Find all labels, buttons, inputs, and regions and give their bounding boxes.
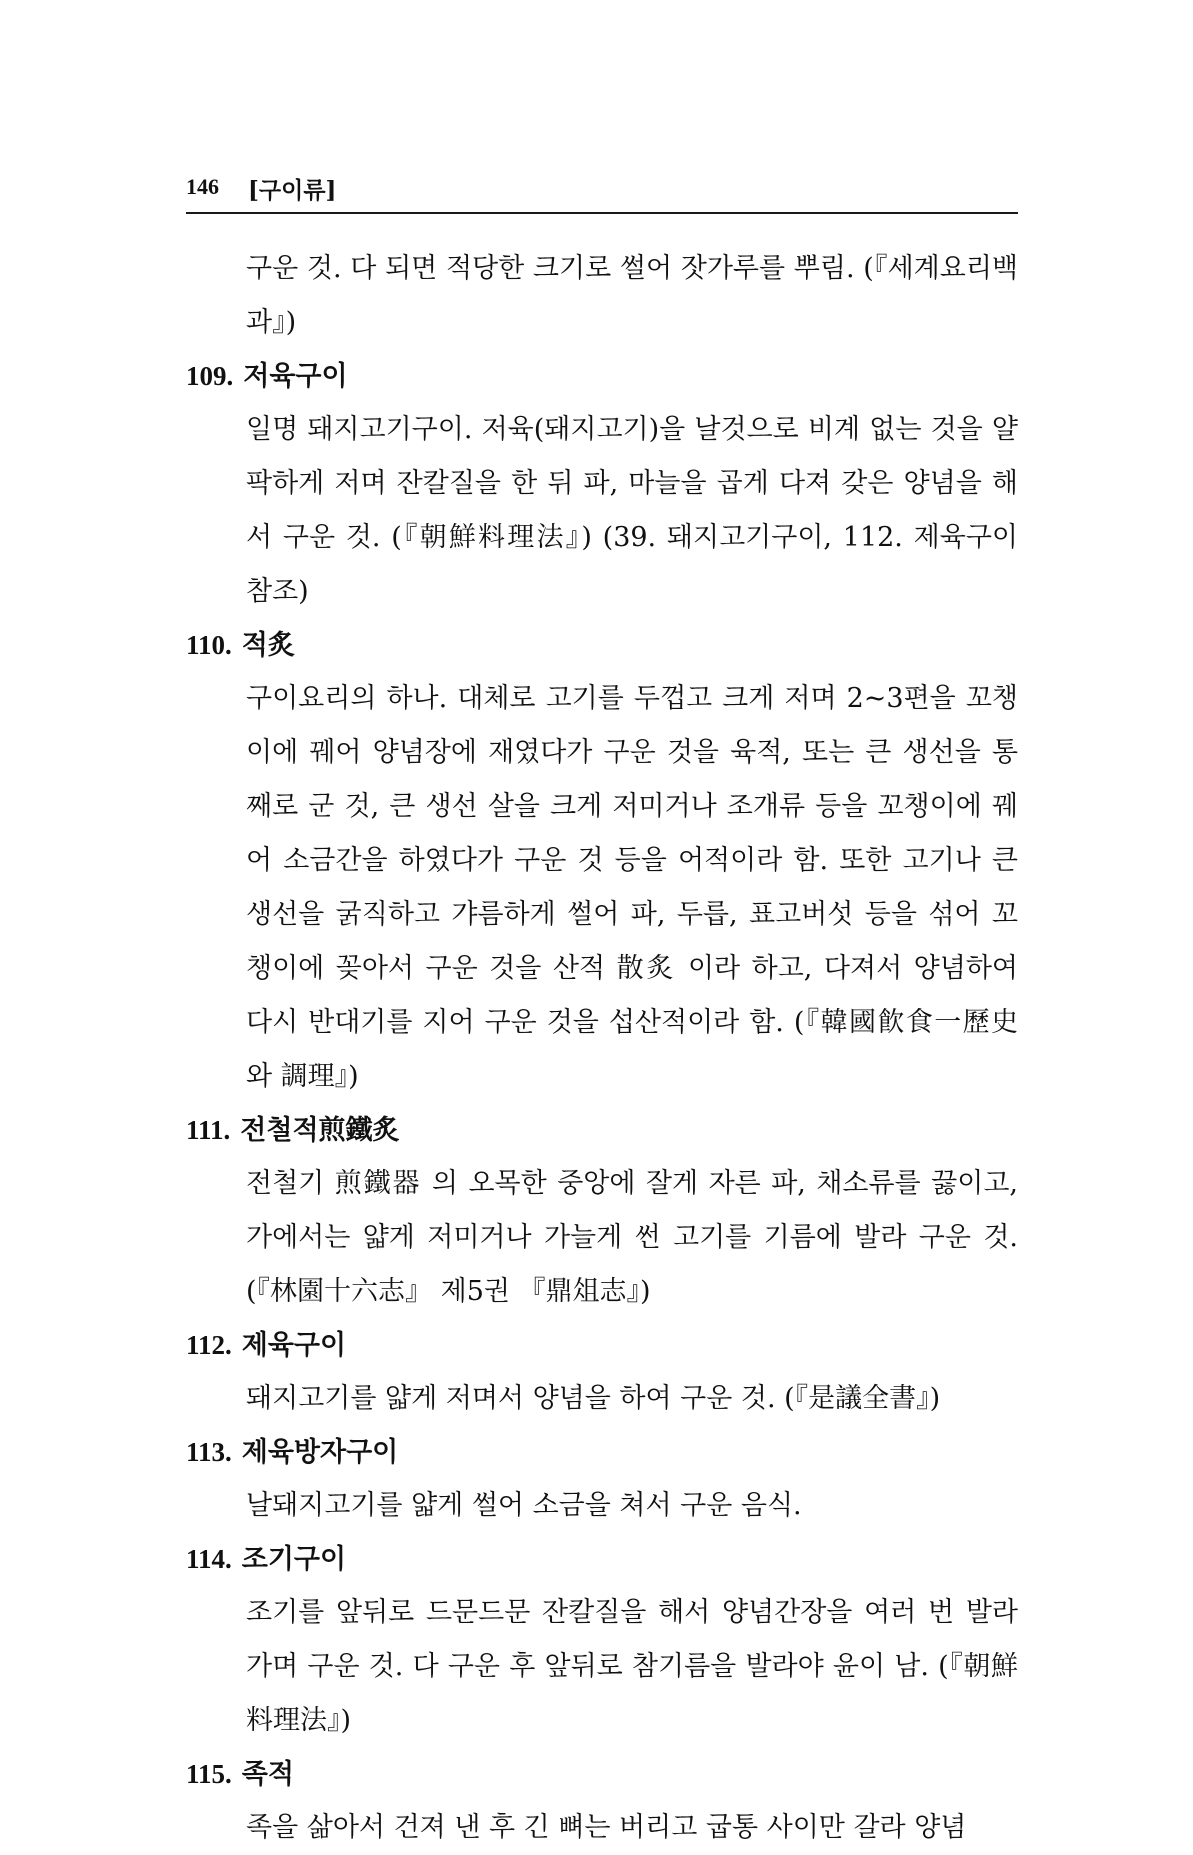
entry-109: [186, 350, 1018, 619]
lead-paragraph: 구운 것. 다 되면 적당한 크기로 썰어 잣가루를 뿌림. (『세계요리백과』): [246, 253, 1018, 338]
entry-heading: [186, 350, 1018, 403]
entry-115: [186, 1748, 1018, 1855]
entry-title: 전철적煎鐵炙: [240, 1115, 400, 1146]
entry-body: 날돼지고기를 얇게 썰어 소금을 쳐서 구운 음식.: [246, 1490, 802, 1521]
entry-title: 족적: [241, 1759, 294, 1790]
entry-number: 114.: [186, 1544, 232, 1574]
entry-114: [186, 1533, 1018, 1748]
entry-body: 돼지고기를 얇게 저며서 양념을 하여 구운 것. (『是議全書』): [246, 1383, 941, 1414]
page-number: 146: [186, 174, 219, 199]
entry-title: 적炙: [241, 630, 295, 661]
entry-title: 제육구이: [241, 1330, 347, 1361]
entry-heading: [186, 1533, 1018, 1586]
entry-number: 109.: [186, 361, 234, 391]
entry-body: 전철기 煎鐵器 의 오목한 중앙에 잘게 자른 파, 채소류를 끓이고, 가에서는 얇게 저미거나 가늘게 썬 고기를 기름에 발라 구운 것. (『林園十六志』 제5권 『鼎俎志』): [246, 1168, 1018, 1307]
entry-number: 115.: [186, 1759, 232, 1789]
entry-112: [186, 1319, 1018, 1426]
entry-number: 113.: [186, 1437, 232, 1467]
entry-body: 족을 삶아서 건져 낸 후 긴 뼈는 버리고 굽통 사이만 갈라 양념: [246, 1812, 967, 1843]
entry-title: 제육방자구이: [241, 1437, 399, 1468]
entry-number: 111.: [186, 1115, 231, 1145]
entry-number: 110.: [186, 630, 232, 660]
entry-110: [186, 619, 1018, 1104]
entry-113: [186, 1426, 1018, 1533]
entry-body: 조기를 앞뒤로 드문드문 잔칼질을 해서 양념간장을 여러 번 발라가며 구운 것. 다 구운 후 앞뒤로 참기름을 발라야 윤이 남. (『朝鮮料理法』): [246, 1597, 1018, 1736]
entry-body: 구이요리의 하나. 대체로 고기를 두껍고 크게 저며 2~3편을 꼬챙이에 꿰어 양념장에 재였다가 구운 것을 육적, 또는 큰 생선을 통째로 군 것, 큰 생선 살을 크게 저미거나 조개류 등을 꼬챙이에 꿰어 소금간을 하였다가 구운 것 등을 어적이라 함. 또한 고기나 큰 생선을 굵직하고 갸름하게 썰어 파, 두릅, 표고버섯 등을 섞어 꼬챙이에 꽂아서 구운 것을 산적 散炙 이라 하고, 다져서 양념하여 다시 반대기를 지어 구운 것을 섭산적이라 함. (『韓國飮食一歷史와 調理』): [246, 683, 1018, 1092]
entry-111: [186, 1104, 1018, 1319]
running-header: [186, 160, 1018, 214]
entry-body: 일명 돼지고기구이. 저육(돼지고기)을 날것으로 비계 없는 것을 얄팍하게 저며 잔칼질을 한 뒤 파, 마늘을 곱게 다져 갖은 양념을 해서 구운 것. (『朝鮮料理法』) (39. 돼지고기구이, 112. 제육구이 참조): [246, 414, 1018, 607]
entry-title: 조기구이: [241, 1544, 347, 1575]
entry-heading: [186, 1748, 1018, 1801]
section-title: [구이류]: [248, 177, 337, 204]
entry-heading: [186, 1104, 1018, 1157]
page-content: [186, 242, 1018, 1855]
entry-heading: [186, 1426, 1018, 1479]
entry-number: 112.: [186, 1330, 232, 1360]
entry-heading: [186, 1319, 1018, 1372]
entry-heading: [186, 619, 1018, 672]
entry-title: 저육구이: [243, 361, 348, 392]
